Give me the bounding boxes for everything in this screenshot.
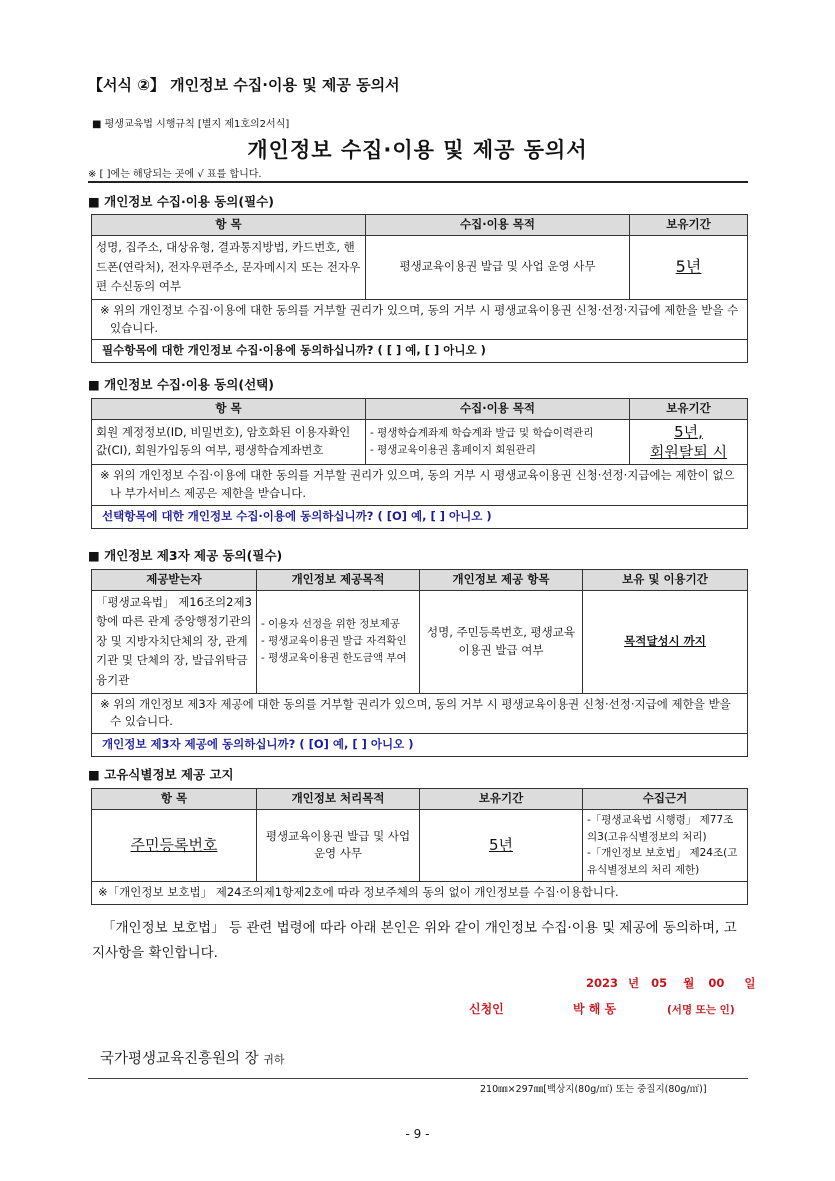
- retention-period: 5년: [420, 809, 583, 881]
- purpose-line: - 평생교육이용권 발급 자격확인: [261, 635, 407, 648]
- date-year[interactable]: 2023: [586, 976, 619, 990]
- collected-items: 성명, 집주소, 대상유형, 결과통지방법, 카드번호, 핸드폰(연락처), 전자우편주소, 문자메시지 또는 전자우편 수신동의 여부: [92, 235, 366, 299]
- purpose-line: - 평생교육이용권 홈페이지 회원관리: [370, 444, 536, 457]
- addressee-name: 국가평생교육진흥원의 장: [100, 1051, 259, 1067]
- purpose-line: - 이용자 선정을 위한 정보제공: [261, 618, 400, 631]
- section3-heading: ■ 개인정보 제3자 제공 동의(필수): [88, 548, 283, 563]
- date-year-label: 년: [628, 976, 640, 990]
- header-period: 보유 및 이용기간: [583, 570, 748, 591]
- header-basis: 수집근거: [583, 789, 748, 810]
- header-period: 보유기간: [630, 215, 748, 236]
- refusal-note: ※ 위의 개인정보 제3자 제공에 대한 동의를 거부할 권리가 있으며, 동의 거부 시 평생교육이용권 신청·선정·지급에 제한을 받을 수 있습니다.: [92, 693, 748, 734]
- date-line: [586, 975, 755, 991]
- basis-line: -「평생교육법 시행령」 제77조의3(고유식별정보의 처리): [587, 813, 734, 843]
- section1-heading: ■ 개인정보 수집·이용 동의(필수): [88, 194, 274, 209]
- date-day[interactable]: 00: [708, 976, 725, 990]
- addressee: [100, 1047, 285, 1068]
- paper-spec: 210㎜×297㎜[백상지(80g/㎡) 또는 중질지(80g/㎡)]: [480, 1084, 707, 1095]
- header-item: 항 목: [92, 399, 366, 420]
- section3-table: [91, 569, 748, 757]
- footer-divider: [88, 1078, 748, 1079]
- period-line: 회원탈퇴 시: [649, 443, 728, 462]
- provided-items: 성명, 주민등록번호, 평생교육이용권 발급 여부: [420, 590, 583, 693]
- unique-id-item: 주민등록번호: [92, 809, 257, 881]
- applicant-name[interactable]: 박 해 동: [573, 1002, 617, 1016]
- period-line: 5년,: [674, 422, 703, 441]
- section4-table: [91, 788, 748, 905]
- header-item: 항 목: [92, 789, 257, 810]
- header-item: 항 목: [92, 215, 366, 236]
- retention-period: 5년: [630, 235, 748, 299]
- purpose-line: - 평생학습계좌제 학습계좌 발급 및 학습이력관리: [370, 427, 594, 440]
- retention-period: [630, 419, 748, 465]
- signature-label[interactable]: (서명 또는 인): [667, 1004, 735, 1016]
- collection-purpose: [366, 419, 630, 465]
- refusal-note: ※ 위의 개인정보 수집·이용에 대한 동의를 거부할 권리가 있으며, 동의 거부 시 평생교육이용권 신청·선정·지급에 제한을 받을 수 있습니다.: [92, 299, 748, 340]
- processing-note: ※「개인정보 보호법」 제24조의제1항제2호에 따라 정보주체의 동의 없이 개인정보를 수집·이용합니다.: [92, 882, 748, 905]
- date-month[interactable]: 05: [651, 976, 668, 990]
- header-period: 보유기간: [630, 399, 748, 420]
- consent-question-required[interactable]: 필수항목에 대한 개인정보 수집·이용에 동의하십니까? ( [ ] 예, [ ] 아니오 ): [92, 340, 748, 363]
- form-title: 【서식 ②】 개인정보 수집·이용 및 제공 동의서: [88, 76, 400, 94]
- collected-items: 회원 계정정보(ID, 비밀번호), 암호화된 이용자확인 값(CI), 회원가입동의 여부, 평생학습계좌번호: [92, 419, 366, 465]
- date-day-label: 일: [744, 976, 756, 990]
- recipients: 「평생교육법」 제16조의2제3항에 따른 관계 중앙행정기관의 장 및 지방자치단체의 장, 관계 기관 및 단체의 장, 발급위탁금융기관: [92, 590, 257, 693]
- divider: [88, 181, 748, 183]
- header-recipient: 제공받는자: [92, 570, 257, 591]
- document-title: 개인정보 수집·이용 및 제공 동의서: [247, 138, 588, 162]
- law-reference: ■ 평생교육법 시행규칙 [별지 제1호의2서식]: [92, 119, 290, 130]
- section4-heading: ■ 고유식별정보 제공 고지: [88, 767, 234, 782]
- section1-table: [91, 214, 748, 363]
- addressee-suffix: 귀하: [263, 1053, 285, 1066]
- retention-period: 목적달성시 까지: [583, 590, 748, 693]
- basis-line: -「개인정보 보호법」 제24조(고유식별정보의 처리 제한): [587, 847, 738, 877]
- header-purpose: 수집·이용 목적: [366, 399, 630, 420]
- header-items: 개인정보 제공 항목: [420, 570, 583, 591]
- processing-purpose: 평생교육이용권 발급 및 사업 운영 사무: [257, 809, 420, 881]
- header-purpose: 수집·이용 목적: [366, 215, 630, 236]
- legal-basis: [583, 809, 748, 881]
- purpose-line: - 평생교육이용권 한도금액 부여: [261, 652, 407, 665]
- provision-purpose: [257, 590, 420, 693]
- header-purpose: 개인정보 제공목적: [257, 570, 420, 591]
- collection-purpose: 평생교육이용권 발급 및 사업 운영 사무: [366, 235, 630, 299]
- consent-question-optional[interactable]: 선택항목에 대한 개인정보 수집·이용에 동의하십니까? ( [O] 예, [ ] 아니오 ): [92, 505, 748, 528]
- checkbox-note: ※ [ ]에는 해당되는 곳에 √ 표를 합니다.: [88, 169, 262, 180]
- header-period: 보유기간: [420, 789, 583, 810]
- header-purpose: 개인정보 처리목적: [257, 789, 420, 810]
- date-month-label: 월: [683, 976, 695, 990]
- refusal-note: ※ 위의 개인정보 수집·이용에 대한 동의를 거부할 권리가 있으며, 동의 거부 시 평생교육이용권 신청·선정·지급에는 제한이 없으나 부가서비스 제공은 제한을 받습니다.: [92, 465, 748, 506]
- applicant-label: 신청인: [469, 1002, 504, 1016]
- section2-table: [91, 398, 748, 529]
- page-number: - 9 -: [405, 1127, 430, 1141]
- consent-question-third-party[interactable]: 개인정보 제3자 제공에 동의하십니까? ( [O] 예, [ ] 아니오 ): [92, 734, 748, 757]
- section2-heading: ■ 개인정보 수집·이용 동의(선택): [88, 377, 274, 392]
- consent-statement: 「개인정보 보호법」 등 관련 법령에 따라 아래 본인은 위와 같이 개인정보 수집·이용 및 제공에 동의하며, 고지사항을 확인합니다.: [92, 920, 737, 961]
